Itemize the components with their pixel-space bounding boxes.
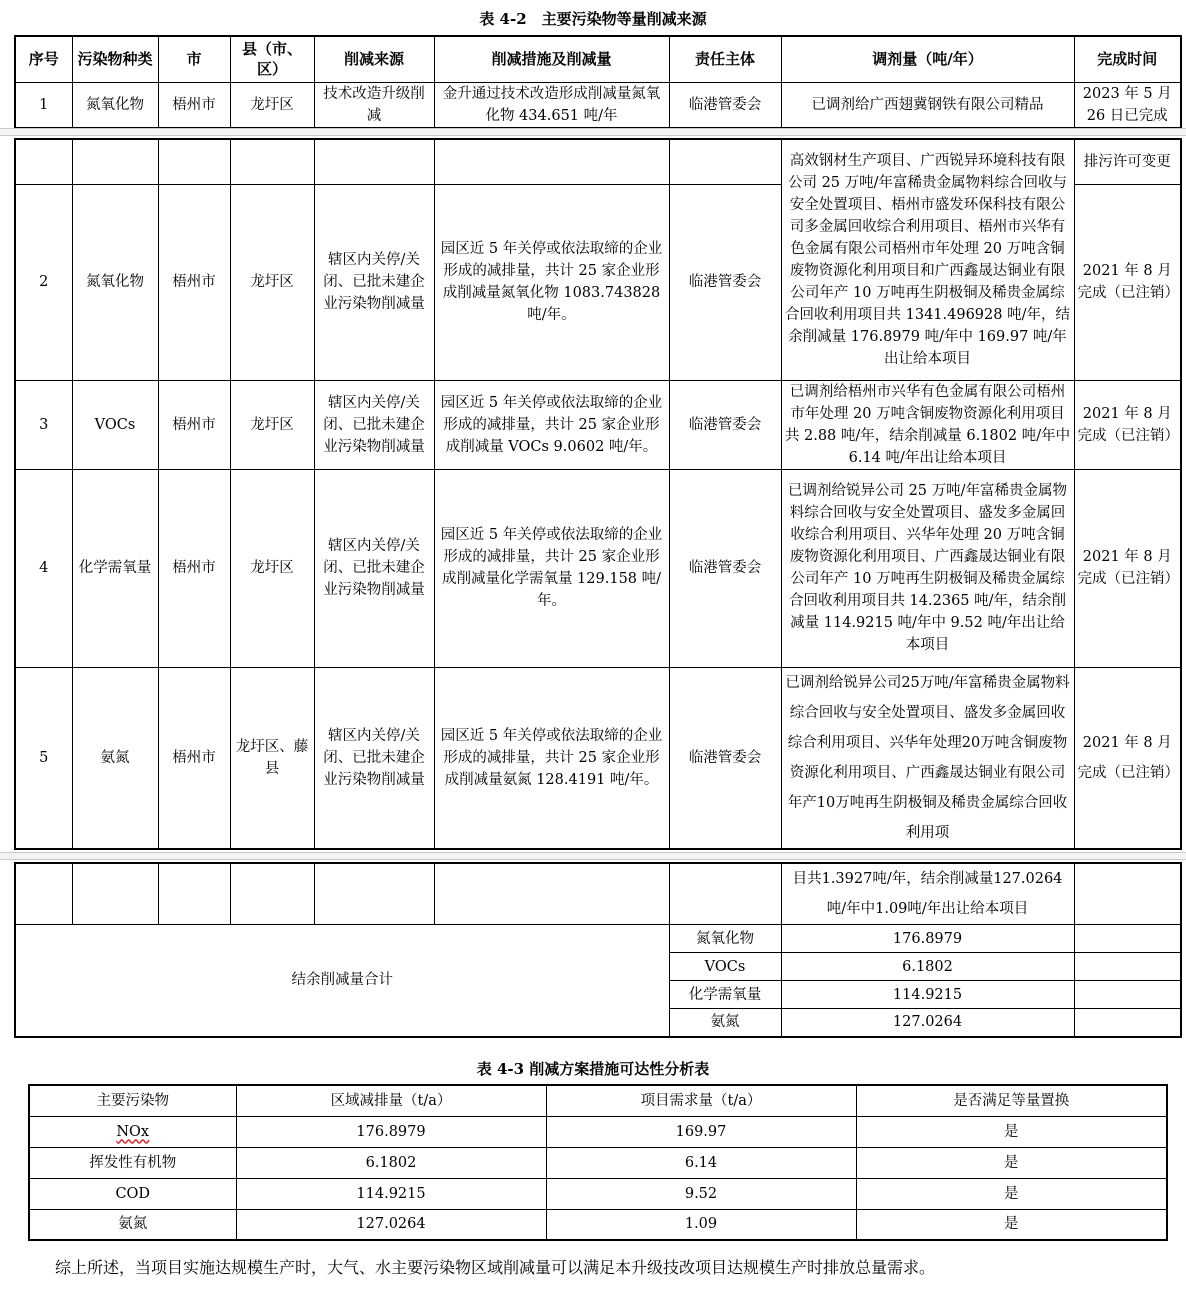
row-pollutant: NOx [116,1123,150,1140]
row-adjust: 已调剂给锐异公司 25 万吨/年富稀贵金属物料综合回收与安全处置项目、盛发多金属回收综合利用项目、兴华年处理 20 万吨含铜废物资源化利用项目、广西鑫晟达铜业有限公司年产 10 万吨再生阴极铜及稀贵金属综合回收利用项目共 14.2365 吨/年，结余削减量 114.9215 吨/年中 9.52 吨/年出让给本项目 [781,469,1074,667]
row-satisfied: 是 [856,1147,1167,1178]
header-measure: 削减措施及削减量 [434,36,669,82]
row-demand: 9.52 [546,1178,856,1209]
table-row [29,1116,1167,1147]
total-name: 化学需氧量 [669,981,781,1009]
row-measure: 园区近 5 年关停或依法取缔的企业形成的减排量，共计 25 家企业形成削减量氨氮 128.4191 吨/年。 [434,667,669,849]
row-source: 辖区内关停/关闭、已批未建企业污染物削减量 [314,469,434,667]
row-adjust: 已调剂给梧州市兴华有色金属有限公司梧州市年处理 20 万吨含铜废物资源化利用项目共 2.88 吨/年，结余削减量 6.1802 吨/年中 6.14 吨/年出让给本项目 [781,380,1074,469]
row-regional: 6.1802 [236,1147,546,1178]
row-demand: 6.14 [546,1147,856,1178]
row-pollutant: COD [29,1178,236,1209]
row-pollutant: 化学需氧量 [72,469,158,667]
header-no: 序号 [15,36,72,82]
table-row [15,469,1181,667]
row-source: 辖区内关停/关闭、已批未建企业污染物削减量 [314,380,434,469]
total-value: 127.0264 [781,1009,1074,1037]
total-name: VOCs [669,953,781,981]
row-pollutant: 挥发性有机物 [29,1147,236,1178]
row-time: 2021 年 8 月完成（已注销） [1074,667,1181,849]
page-break [0,852,1186,860]
header-county: 县（市、区） [230,36,314,82]
row-city: 梧州市 [158,469,230,667]
total-label: 结余削减量合计 [15,925,669,1037]
row-no: 4 [15,469,72,667]
table-row [15,667,1181,849]
row-county: 龙圩区 [230,380,314,469]
row-regional: 127.0264 [236,1209,546,1240]
row-county: 龙圩区 [230,469,314,667]
row-owner: 临港管委会 [669,667,781,849]
row-time: 2021 年 8 月完成（已注销） [1074,184,1181,380]
header-satisfied: 是否满足等量置换 [856,1085,1167,1116]
table-row [15,139,1181,184]
total-name: 氨氮 [669,1009,781,1037]
row-city: 梧州市 [158,184,230,380]
header-time: 完成时间 [1074,36,1181,82]
table-row [15,863,1181,925]
row-pollutant: 氨氮 [29,1209,236,1240]
row-county: 龙圩区 [230,82,314,128]
header-pollutant: 主要污染物 [29,1085,236,1116]
row-owner: 临港管委会 [669,469,781,667]
row-city: 梧州市 [158,380,230,469]
row-demand: 1.09 [546,1209,856,1240]
row-no: 5 [15,667,72,849]
total-value: 176.8979 [781,925,1074,953]
table-row [15,82,1181,128]
row-source: 技术改造升级削减 [314,82,434,128]
row-county: 龙圩区 [230,184,314,380]
row-pollutant: VOCs [72,380,158,469]
row-pollutant: 氨氮 [72,667,158,849]
row-time: 2021 年 8 月完成（已注销） [1074,469,1181,667]
row-pollutant: 氮氧化物 [72,184,158,380]
row-owner: 临港管委会 [669,184,781,380]
total-value: 114.9215 [781,981,1074,1009]
row-adjust: 高效钢材生产项目、广西锐异环境科技有限公司 25 万吨/年富稀贵金属物料综合回收与安全处置项目、梧州市盛发环保科技有限公司多金属回收综合利用项目、梧州市兴华有色金属有限公司梧州市年处理 20 万吨含铜废物资源化利用项目和广西鑫晟达铜业有限公司年产 10 万吨再生阴极铜及稀贵金属综合回收利用项目共 1341.496928 吨/年，结余削减量 176.8979 吨/年中 169.97 吨/年出让给本项目 [781,139,1074,380]
table-row [29,1209,1167,1240]
row-source: 辖区内关停/关闭、已批未建企业污染物削减量 [314,184,434,380]
row-measure: 园区近 5 年关停或依法取缔的企业形成的减排量，共计 25 家企业形成削减量氮氧化物 1083.743828 吨/年。 [434,184,669,380]
row-no: 2 [15,184,72,380]
header-pollutant: 污染物种类 [72,36,158,82]
table-4-3 [28,1084,1168,1241]
row-owner: 临港管委会 [669,82,781,128]
row-city: 梧州市 [158,667,230,849]
row-time: 排污许可变更 [1074,139,1181,184]
total-value: 6.1802 [781,953,1074,981]
row-satisfied: 是 [856,1209,1167,1240]
row-time: 2021 年 8 月完成（已注销） [1074,380,1181,469]
row-measure: 园区近 5 年关停或依法取缔的企业形成的减排量，共计 25 家企业形成削减量化学需氧量 129.158 吨/年。 [434,469,669,667]
table-4-3-caption: 表 4-3 削减方案措施可达性分析表 [476,1060,710,1078]
row-satisfied: 是 [856,1178,1167,1209]
table-4-2-caption: 表 4-2 主要污染物等量削减来源 [479,10,707,28]
header-owner: 责任主体 [669,36,781,82]
row-demand: 169.97 [546,1116,856,1147]
table-4-2-part3 [14,862,1182,1038]
row-owner: 临港管委会 [669,380,781,469]
row-pollutant: 氮氧化物 [72,82,158,128]
row-adjust: 目共1.3927吨/年，结余削减量127.0264吨/年中1.09吨/年出让给本项目 [781,863,1074,925]
header-regional: 区域减排量（t/a） [236,1085,546,1116]
total-row [15,925,1181,953]
row-measure: 园区近 5 年关停或依法取缔的企业形成的减排量，共计 25 家企业形成削减量 VOCs 9.0602 吨/年。 [434,380,669,469]
page-break [0,128,1186,136]
row-measure: 金升通过技术改造形成削减量氮氧化物 434.651 吨/年 [434,82,669,128]
row-time: 2023 年 5 月 26 日已完成 [1074,82,1181,128]
row-no: 3 [15,380,72,469]
row-no: 1 [15,82,72,128]
row-city: 梧州市 [158,82,230,128]
row-adjust: 已调剂给锐异公司25万吨/年富稀贵金属物料综合回收与安全处置项目、盛发多金属回收综合利用项目、兴华年处理20万吨含铜废物资源化利用项目、广西鑫晟达铜业有限公司年产10万吨再生阴极铜及稀贵金属综合回收利用项 [781,667,1074,849]
row-adjust: 已调剂给广西翅冀钢铁有限公司精品 [781,82,1074,128]
table-4-2-part1 [14,35,1182,129]
table-row [29,1178,1167,1209]
summary-paragraph: 综上所述，当项目实施达规模生产时，大气、水主要污染物区域削减量可以满足本升级技改项目达规模生产时排放总量需求。 [55,1258,936,1277]
header-source: 削减来源 [314,36,434,82]
table-4-2-part2 [14,138,1182,850]
table-row [29,1147,1167,1178]
row-regional: 114.9215 [236,1178,546,1209]
table-row [15,380,1181,469]
row-regional: 176.8979 [236,1116,546,1147]
row-county: 龙圩区、藤县 [230,667,314,849]
total-name: 氮氧化物 [669,925,781,953]
header-demand: 项目需求量（t/a） [546,1085,856,1116]
row-source: 辖区内关停/关闭、已批未建企业污染物削减量 [314,667,434,849]
header-adjust: 调剂量（吨/年） [781,36,1074,82]
header-city: 市 [158,36,230,82]
row-satisfied: 是 [856,1116,1167,1147]
